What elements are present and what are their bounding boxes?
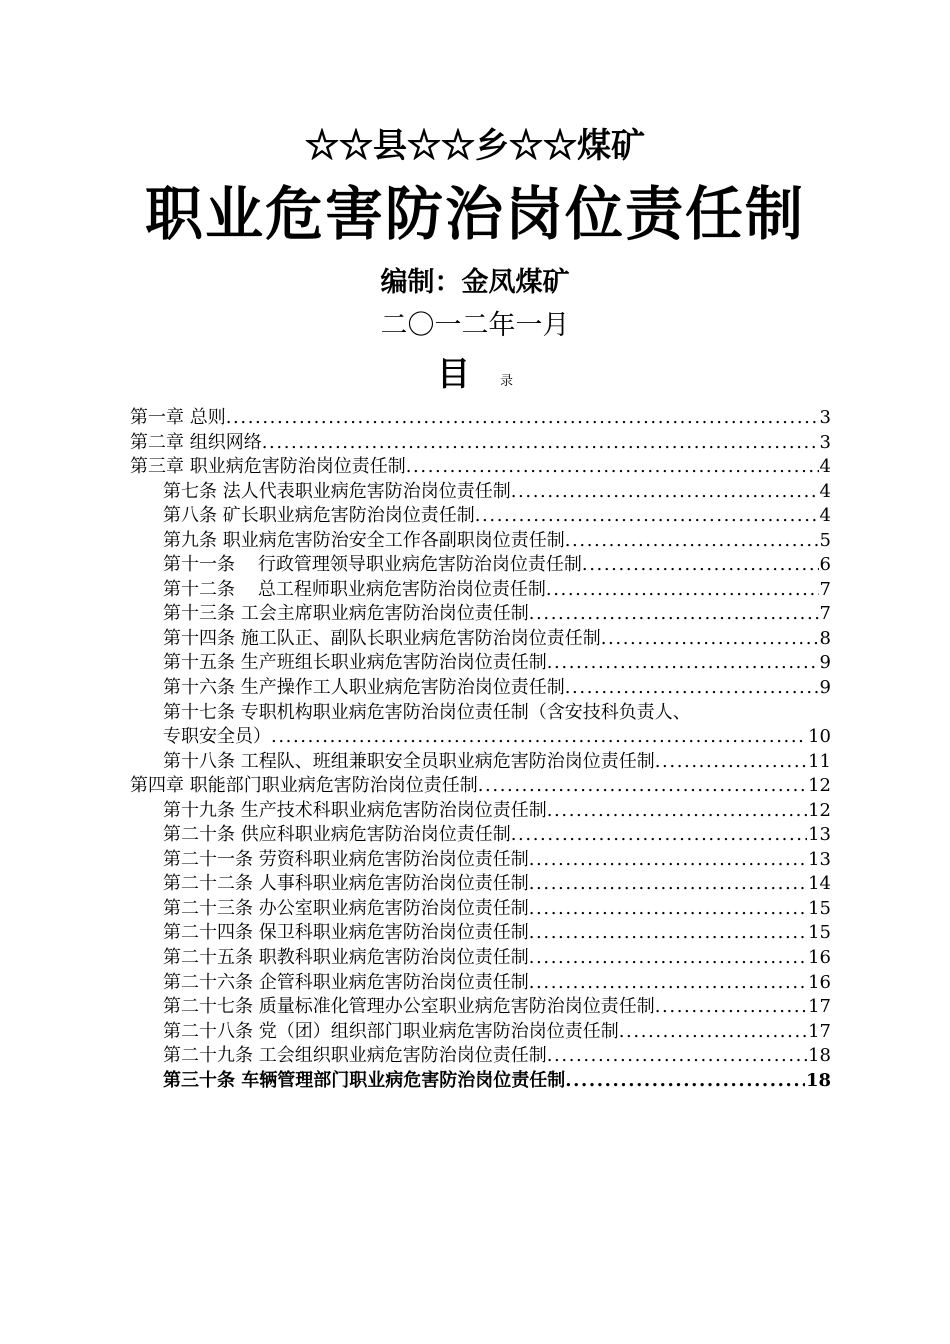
toc-entry[interactable]: 第二十八条 党（团）组织部门职业病危害防治岗位责任制 ..... 17 bbox=[130, 1020, 831, 1045]
organization-line: ☆☆县☆☆乡☆☆煤矿 bbox=[305, 126, 645, 166]
toc-entry[interactable]: 第十八条 工程队、班组兼职安全员职业病危害防治岗位责任制 ..... 11 bbox=[130, 750, 831, 775]
toc-entry[interactable]: 第三十条 车辆管理部门职业病危害防治岗位责任制 ..... 18 bbox=[130, 1069, 831, 1094]
toc-entry[interactable]: 第二章 组织网络 ..... 3 bbox=[130, 431, 831, 456]
toc-entry[interactable]: 第十七条 专职机构职业病危害防治岗位责任制（含安技科负责人、 bbox=[163, 701, 691, 723]
toc-entry[interactable]: 第二十四条 保卫科职业病危害防治岗位责任制 ..... 15 bbox=[130, 921, 831, 946]
toc-entry[interactable]: 第二十九条 工会组织职业病危害防治岗位责任制 ..... 18 bbox=[130, 1044, 831, 1069]
toc-entry[interactable]: 第二十六条 企管科职业病危害防治岗位责任制 ..... 16 bbox=[130, 971, 831, 996]
toc-entry[interactable]: 第十一条 行政管理领导职业病危害防治岗位责任制 ..... 6 bbox=[130, 553, 831, 578]
toc-entry[interactable]: 第四章 职能部门职业病危害防治岗位责任制 ..... 12 bbox=[130, 774, 831, 799]
toc-heading bbox=[0, 354, 950, 402]
toc-entry[interactable]: 第一章 总则 ..... 3 bbox=[130, 406, 831, 431]
toc-entry[interactable]: 第二十七条 质量标准化管理办公室职业病危害防治岗位责任制 ..... 17 bbox=[130, 995, 831, 1020]
toc-entry[interactable]: 第十五条 生产班组长职业病危害防治岗位责任制 ..... 9 bbox=[130, 651, 831, 676]
toc-entry[interactable]: 第二十三条 办公室职业病危害防治岗位责任制 ..... 15 bbox=[130, 897, 831, 922]
toc-heading-small: 录 bbox=[499, 374, 513, 389]
toc-entry[interactable]: 第二十一条 劳资科职业病危害防治岗位责任制 ..... 13 bbox=[130, 848, 831, 873]
toc-entry[interactable]: 第三章 职业病危害防治岗位责任制 ..... 4 bbox=[130, 455, 831, 480]
toc-entry[interactable]: 第十三条 工会主席职业病危害防治岗位责任制 ..... 7 bbox=[130, 602, 831, 627]
toc-entry-continuation[interactable]: 专职安全员） ..... 10 bbox=[130, 725, 831, 750]
document-date: 二〇一二年一月 bbox=[380, 310, 570, 341]
table-of-contents bbox=[130, 406, 831, 1093]
toc-entry[interactable]: 第二十五条 职教科职业病危害防治岗位责任制 ..... 16 bbox=[130, 946, 831, 971]
compiled-by: 编制：金凤煤矿 bbox=[380, 267, 570, 298]
toc-entry[interactable]: 第十二条 总工程师职业病危害防治岗位责任制 ..... 7 bbox=[130, 578, 831, 603]
toc-entry[interactable]: 第十四条 施工队正、副队长职业病危害防治岗位责任制 ..... 8 bbox=[130, 627, 831, 652]
toc-entry[interactable]: 第二十条 供应科职业病危害防治岗位责任制 ..... 13 bbox=[130, 823, 831, 848]
toc-entry[interactable]: 第十九条 生产技术科职业病危害防治岗位责任制 ..... 12 bbox=[130, 799, 831, 824]
toc-entry[interactable]: 第八条 矿长职业病危害防治岗位责任制 ..... 4 bbox=[130, 504, 831, 529]
toc-entry[interactable]: 第七条 法人代表职业病危害防治岗位责任制 ..... 4 bbox=[130, 480, 831, 505]
toc-entry[interactable]: 第九条 职业病危害防治安全工作各副职岗位责任制 ..... 5 bbox=[130, 529, 831, 554]
toc-heading-big: 目 bbox=[436, 354, 470, 393]
toc-entry[interactable]: 第二十二条 人事科职业病危害防治岗位责任制 ..... 14 bbox=[130, 872, 831, 897]
document-title: 职业危害防治岗位责任制 bbox=[144, 180, 805, 248]
toc-entry[interactable]: 第十六条 生产操作工人职业病危害防治岗位责任制 ..... 9 bbox=[130, 676, 831, 701]
